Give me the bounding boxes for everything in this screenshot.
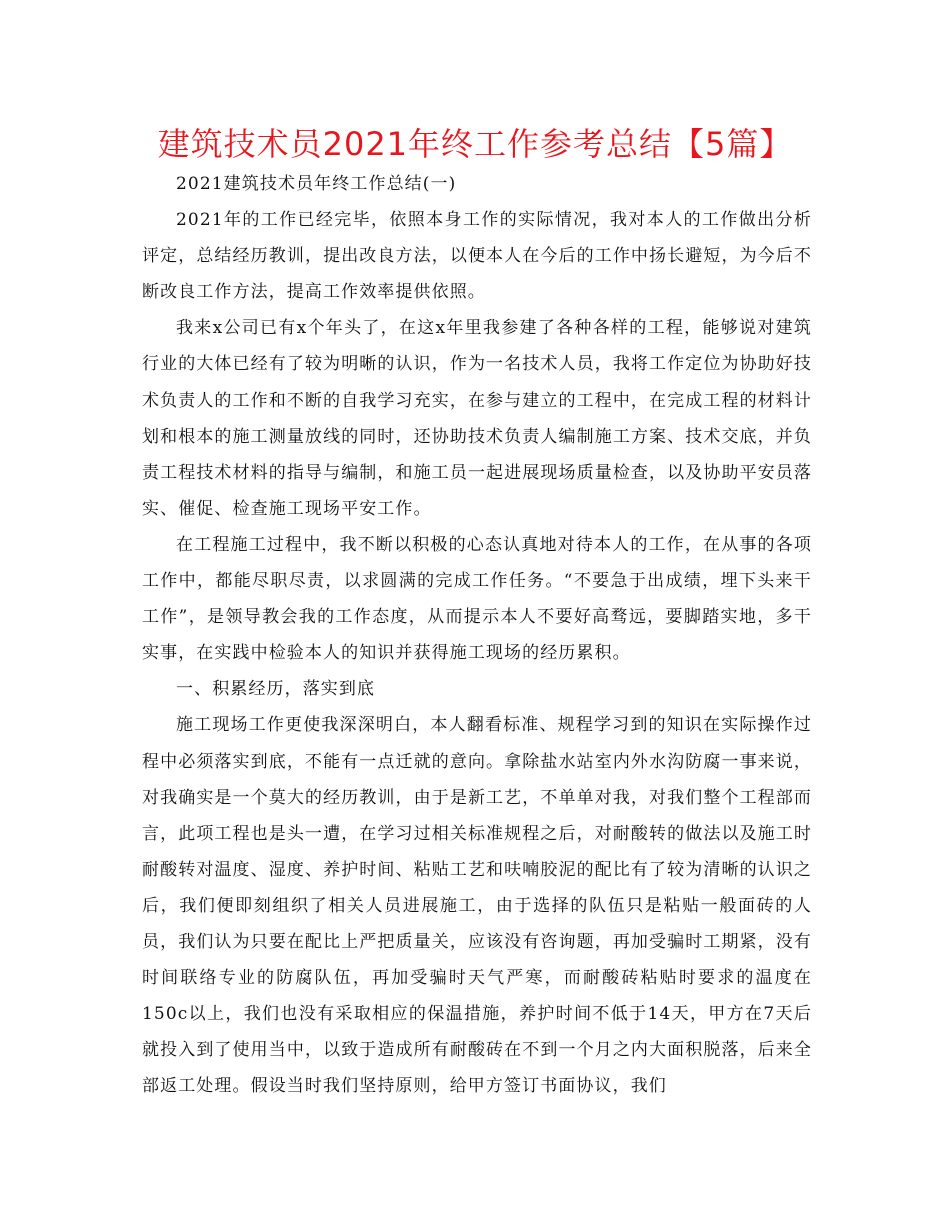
- document-body: [142, 166, 812, 1104]
- section-subtitle: 2021建筑技术员年终工作总结(一): [176, 174, 457, 194]
- paragraph: 2021年的工作已经完毕，依照本身工作的实际情况，我对本人的工作做出分析评定，总结经历教训，提出改良方法，以便本人在今后的工作中扬长避短，为今后不断改良工作方法，提高工作效率提供依照。: [142, 210, 812, 303]
- section-heading: 一、积累经历，落实到底: [176, 679, 376, 700]
- document-title: 建筑技术员2021年终工作参考总结【5篇】: [157, 125, 793, 163]
- paragraph: 在工程施工过程中，我不断以积极的心态认真地对待本人的工作，在从事的各项工作中，都能尽职尽责，以求圆满的完成工作任务。“不要急于出成绩，埋下头来干工作”，是领导教会我的工作态度，从而提示本人不要好高骛远，要脚踏实地，多干实事，在实践中检验本人的知识并获得施工现场的经历累积。: [142, 534, 812, 664]
- paragraph: 我来x公司已有x个年头了，在这x年里我参建了各种各样的工程，能够说对建筑行业的大体已经有了较为明晰的认识，作为一名技术人员，我将工作定位为协助好技术负责人的工作和不断的自我学习充实，在参与建立的工程中，在完成工程的材料计划和根本的施工测量放线的同时，还协助技术负责人编制施工方案、技术交底，并负责工程技术材料的指导与编制，和施工员一起进展现场质量检查，以及协助平安员落实、催促、检查施工现场平安工作。: [142, 318, 812, 519]
- paragraph: 施工现场工作更使我深深明白，本人翻看标准、规程学习到的知识在实际操作过程中必须落实到底，不能有一点迁就的意向。拿除盐水站室内外水沟防腐一事来说，对我确实是一个莫大的经历教训，由于是新工艺，不单单对我，对我们整个工程部而言，此项工程也是头一遭，在学习过相关标准规程之后，对耐酸转的做法以及施工时耐酸转对温度、湿度、养护时间、粘贴工艺和呋喃胶泥的配比有了较为清晰的认识之后，我们便即刻组织了相关人员进展施工，由于选择的队伍只是粘贴一般面砖的人员，我们认为只要在配比上严把质量关，应该没有咨询题，再加受骗时工期紧，没有时间联络专业的防腐队伍，再加受骗时天气严寒，而耐酸砖粘贴时要求的温度在150c以上，我们也没有采取相应的保温措施，养护时间不低于14天，甲方在7天后就投入到了使用当中，以致于造成所有耐酸砖在不到一个月之内大面积脱落，后来全部返工处理。假设当时我们坚持原则，给甲方签订书面协议，我们: [142, 715, 812, 1097]
